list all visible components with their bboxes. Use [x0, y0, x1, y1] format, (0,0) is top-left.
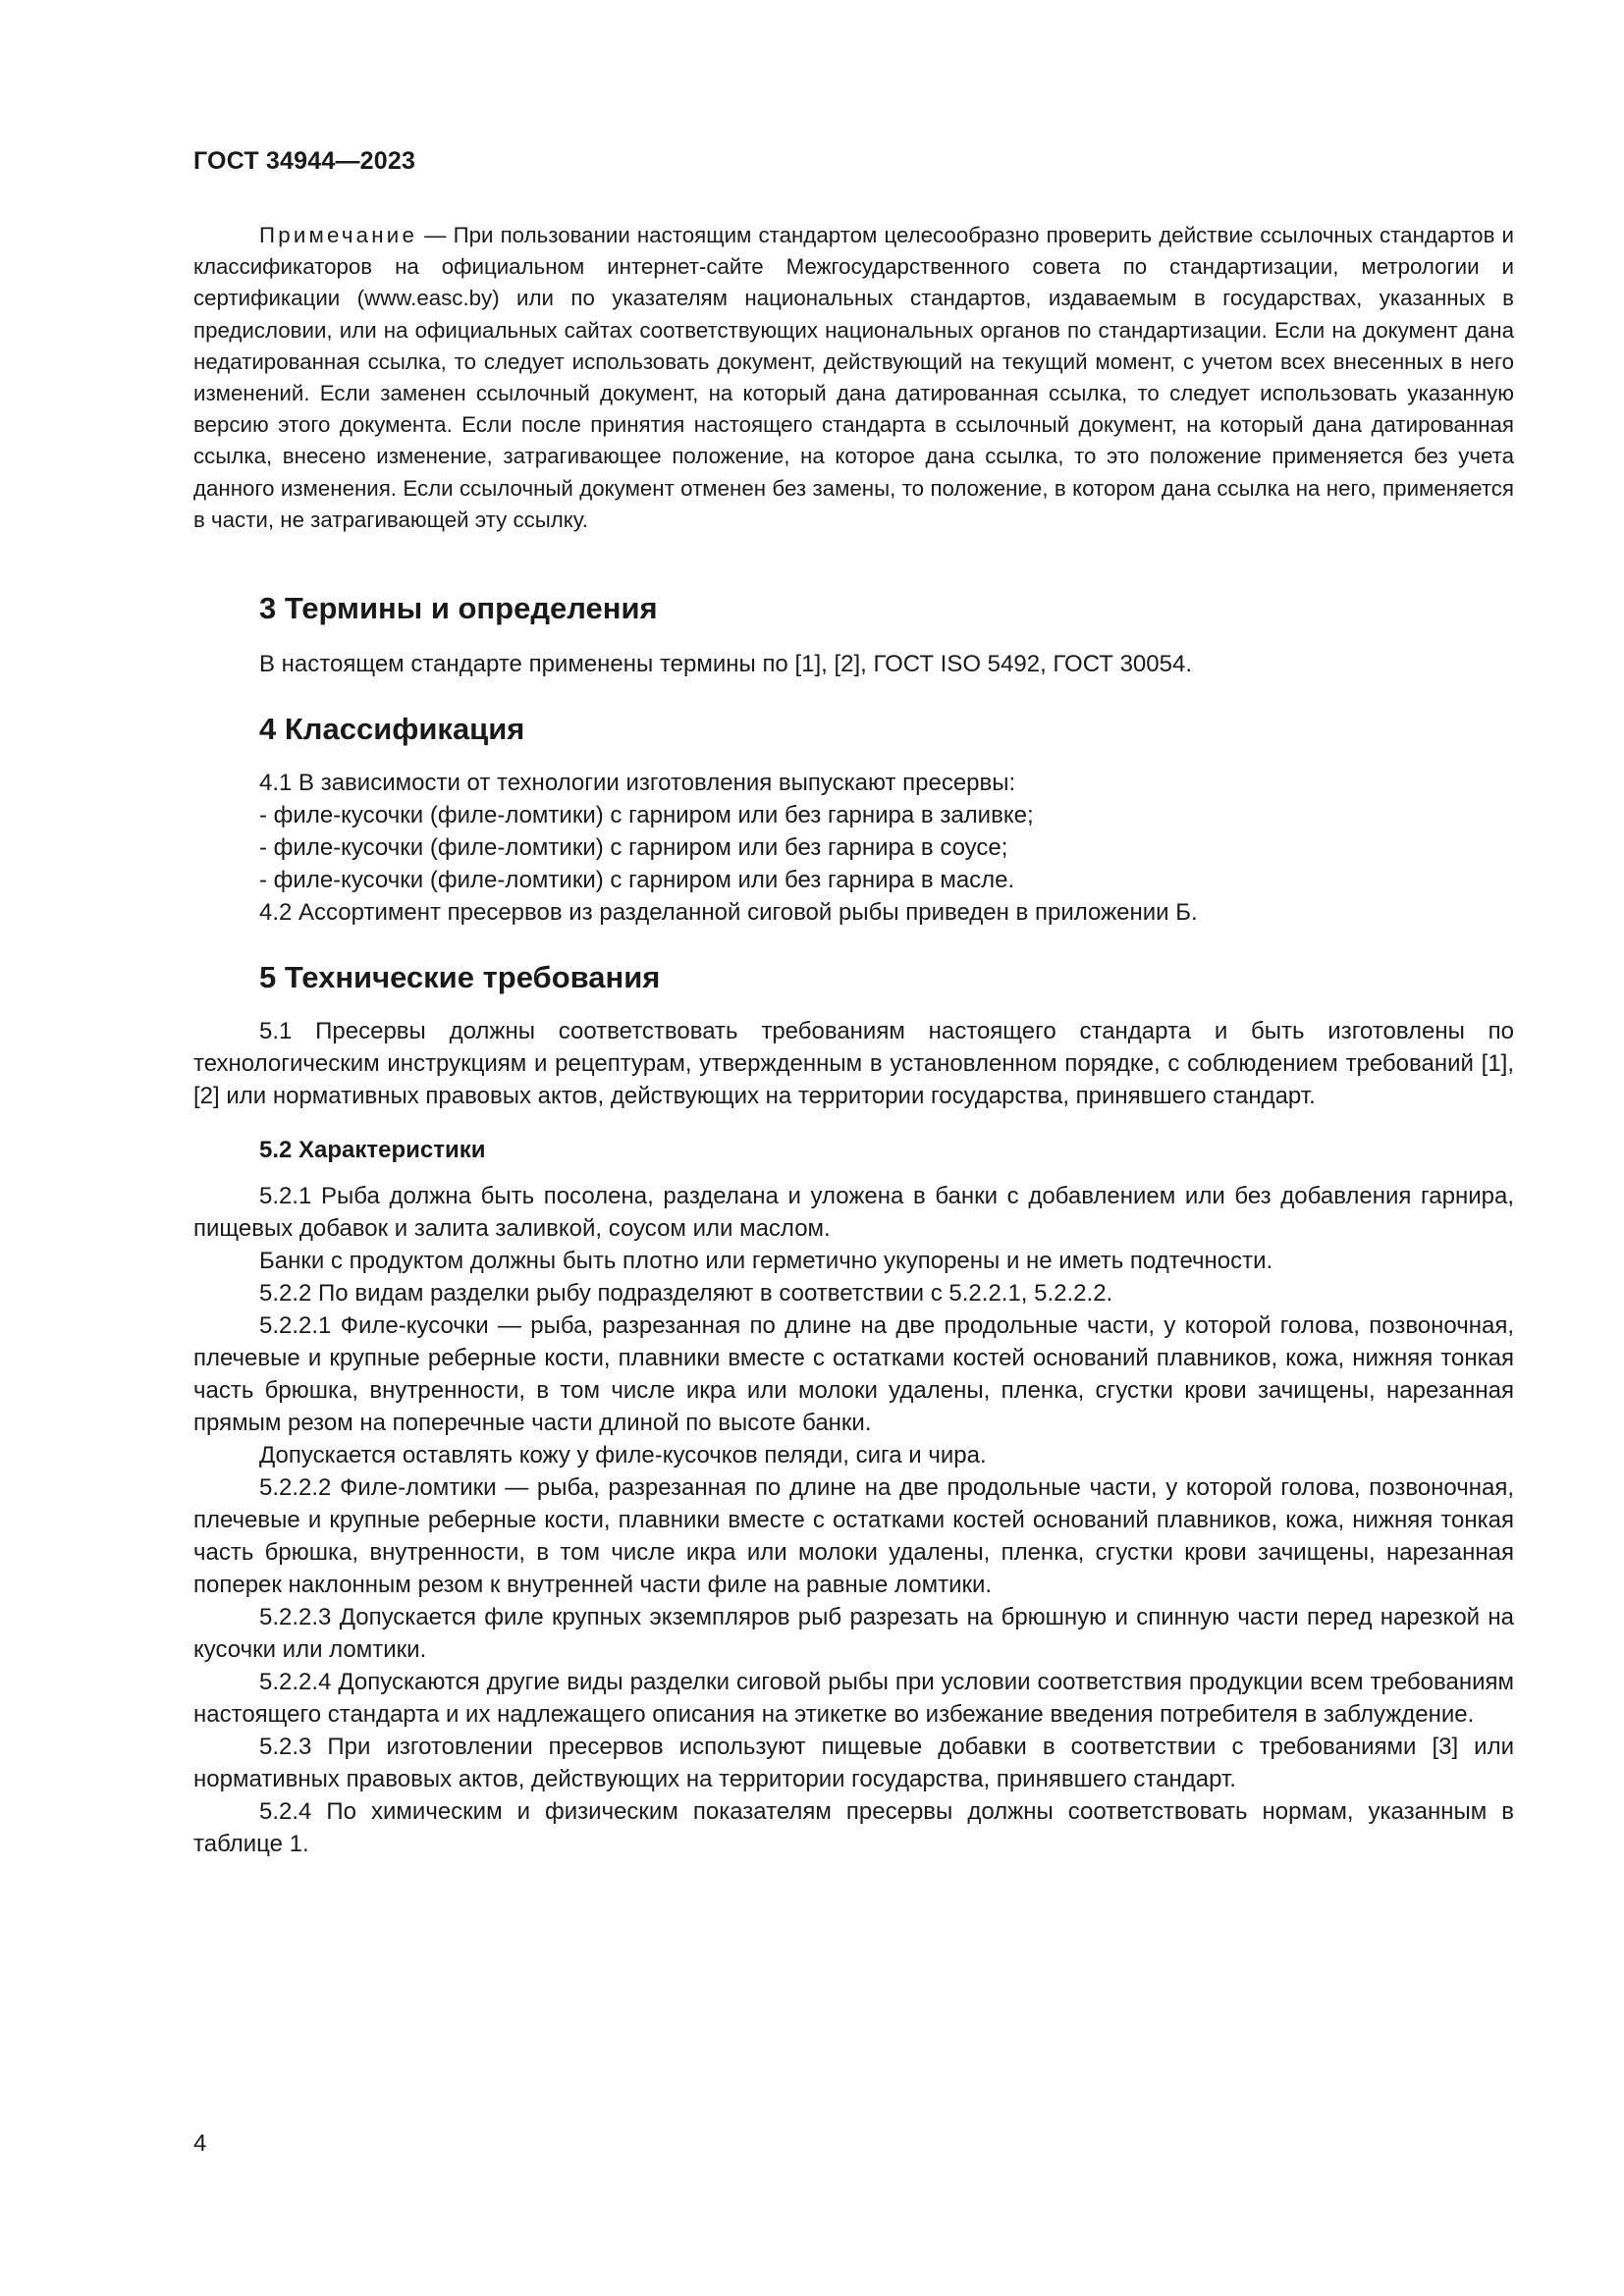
paragraph: 5.2.1 Рыба должна быть посолена, разделана и уложена в банки с добавлением или без добавления гарнира, пищевых добавок и залита заливкой, соусом или маслом. [193, 1183, 1514, 1243]
section-5-2-body [193, 1180, 1514, 1860]
standard-header: ГОСТ 34944—2023 [193, 147, 416, 175]
section-5-title: 5 Технические требования [259, 960, 661, 995]
paragraph: Банки с продуктом должны быть плотно или герметично укупорены и не иметь подтечности. [259, 1248, 1273, 1275]
section-4-title: 4 Классификация [259, 712, 525, 747]
section-4-line: 4.1 В зависимости от технологии изготовления выпускают пресервы: [259, 770, 1016, 797]
section-4-line: - филе-кусочки (филе-ломтики) с гарниром или без гарнира в соусе; [259, 834, 1008, 862]
paragraph: 5.2.2.3 Допускается филе крупных экземпляров рыб разрезать на брюшную и спинную части перед нарезкой на кусочки или ломтики. [193, 1604, 1514, 1664]
page-number: 4 [193, 2130, 207, 2157]
section-4-body [193, 767, 1514, 929]
note-label: Примечание [259, 223, 418, 247]
paragraph: 5.2.2.2 Филе-ломтики — рыба, разрезанная по длине на две продольные части, у которой голова, позвоночная, плечевые и крупные реберные кости, плавники вместе с остатками костей оснований плавников, кожа, нижняя тонкая часть брюшка, внутренности, в том числе икра или молоки удалены, пленка, сгустки крови зачищены, нарезанная поперек наклонным резом к внутренней части филе на равные ломтики. [193, 1474, 1514, 1599]
paragraph-5-1: 5.1 Пресервы должны соответствовать требованиям настоящего стандарта и быть изготовлены по технологическим инструкциям и рецептурам, утвержденным в установленном порядке, с соблюдением требований [1], [2] или нормативных правовых актов, действующих на территории государства, принявшего стандарт. [193, 1018, 1514, 1110]
subsection-5-2-title: 5.2 Характеристики [259, 1137, 486, 1164]
section-4-line: - филе-кусочки (филе-ломтики) с гарниром или без гарнира в заливке; [259, 802, 1034, 829]
note-block [193, 220, 1514, 536]
section-4-line: - филе-кусочки (филе-ломтики) с гарниром или без гарнира в масле. [259, 867, 1015, 894]
paragraph: 5.2.3 При изготовлении пресервов используют пищевые добавки в соответствии с требованиями [3] или нормативных правовых актов, действующих на территории государства, принявшего стандарт. [193, 1734, 1514, 1793]
section-3-text: В настоящем стандарте применены термины по [1], [2], ГОСТ ISO 5492, ГОСТ 30054. [259, 651, 1192, 678]
paragraph: 5.2.2.1 Филе-кусочки — рыба, разрезанная по длине на две продольные части, у которой голова, позвоночная, плечевые и крупные реберные кости, плавники вместе с остатками костей оснований плавников, кожа, нижняя тонкая часть брюшка, внутренности, в том числе икра или молоки удалены, пленка, сгустки крови зачищены, нарезанная прямым резом на поперечные части длиной по высоте банки. [193, 1312, 1514, 1437]
paragraph: 5.2.4 По химическим и физическим показателям пресервы должны соответствовать нормам, указанным в таблице 1. [193, 1798, 1514, 1858]
note-paragraph [193, 220, 1514, 536]
page-content [193, 220, 1514, 1860]
paragraph: Допускается оставлять кожу у филе-кусочков пеляди, сига и чира. [259, 1442, 987, 1469]
paragraph: 5.2.2 По видам разделки рыбу подразделяют в соответствии с 5.2.2.1, 5.2.2.2. [259, 1280, 1113, 1308]
paragraph: 5.2.2.4 Допускаются другие виды разделки сиговой рыбы при условии соответствия продукции всем требованиям настоящего стандарта и их надлежащего описания на этикетке во избежание введения потребителя в заблуждение. [193, 1669, 1514, 1729]
section-3-title: 3 Термины и определения [259, 591, 658, 626]
section-4-line: 4.2 Ассортимент пресервов из разделанной сиговой рыбы приведен в приложении Б. [259, 899, 1198, 927]
note-text: — При пользовании настоящим стандартом целесообразно проверить действие ссылочных стандартов и классификаторов на официальном интернет-сайте Межгосударственного совета по стандартизации, метрологии и сертификации (www.easc.by) или по указателям национальных стандартов, издаваемым в государствах, указанных в предисловии, или на официальных сайтах соответствующих национальных органов по стандартизации. Если на документ дана недатированная ссылка, то следует использовать документ, действующий на текущий момент, с учетом всех внесенных в него изменений. Если заменен ссылочный документ, на который дана датированная ссылка, то следует использовать указанную версию этого документа. Если после принятия настоящего стандарта в ссылочный документ, на который дана датированная ссылка, внесено изменение, затрагивающее положение, на которое дана ссылка, то это положение применяется без учета данного изменения. Если ссылочный документ отменен без замены, то положение, в котором дана ссылка на него, применяется в части, не затрагивающей эту ссылку. [193, 223, 1514, 532]
